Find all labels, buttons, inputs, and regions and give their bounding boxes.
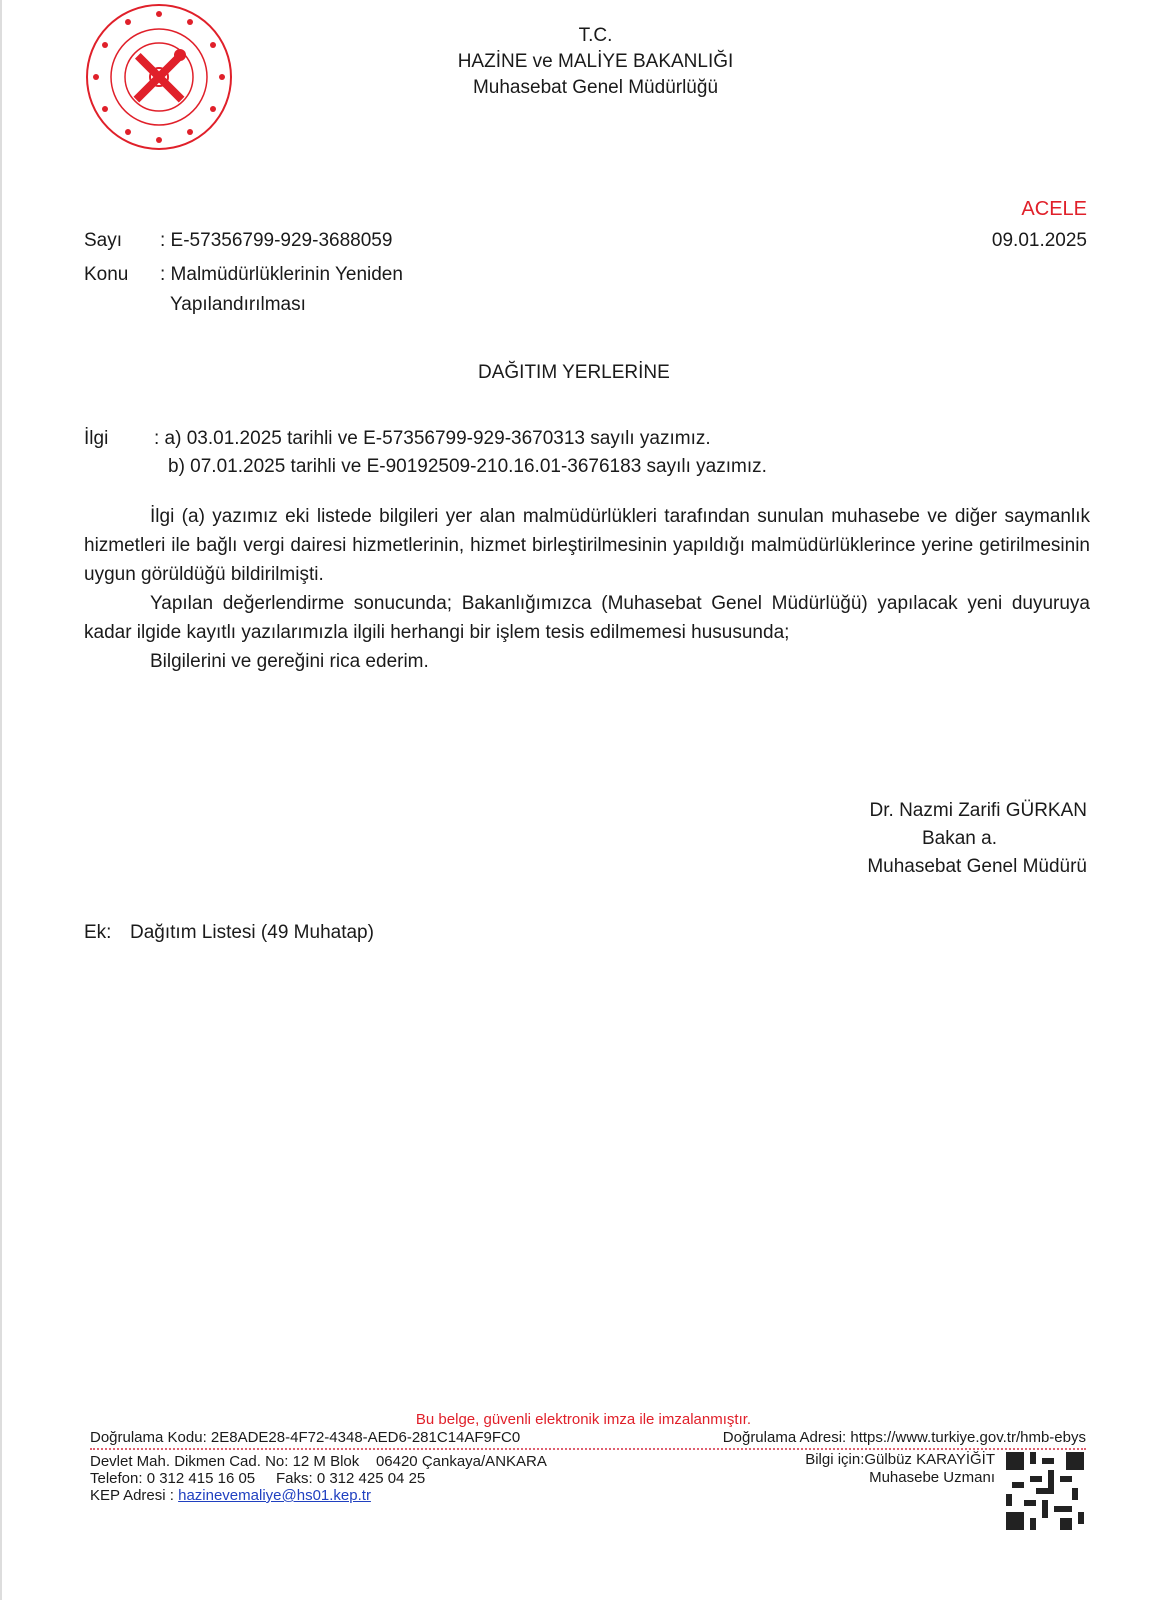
verification-line xyxy=(90,1430,1086,1450)
document-date: 09.01.2025 xyxy=(991,230,1087,251)
attachment-value: Dağıtım Listesi (49 Muhatap) xyxy=(130,922,374,943)
sayi-label: Sayı xyxy=(84,230,123,251)
verification-address[interactable]: Doğrulama Adresi: https://www.turkiye.gov.tr/hmb-ebys xyxy=(722,1429,1086,1446)
signer-title-2: Muhasebat Genel Müdürü xyxy=(867,856,1087,877)
ilgi-a: : a) 03.01.2025 tarihli ve E-57356799-929-3670313 sayılı yazımız. xyxy=(154,428,711,449)
info-contact-title: Muhasebe Uzmanı xyxy=(869,1469,995,1486)
ilgi-b: b) 07.01.2025 tarihli ve E-90192509-210.16.01-3676183 sayılı yazımız. xyxy=(168,456,767,477)
kep-line xyxy=(90,1488,371,1504)
sayi-value: : E-57356799-929-3688059 xyxy=(160,230,393,251)
postal-address: Devlet Mah. Dikmen Cad. No: 12 M Blok 06420 Çankaya/ANKARA xyxy=(90,1453,547,1470)
header-ministry: HAZİNE ve MALİYE BAKANLIĞI xyxy=(457,51,734,72)
body-paragraph-3: Bilgilerini ve gereğini rica ederim. xyxy=(150,651,429,672)
header-tc: T.C. xyxy=(578,25,613,46)
urgency-label: ACELE xyxy=(1021,198,1087,220)
body-paragraph-2: Yapılan değerlendirme sonucunda; Bakanlığımızca (Muhasebat Genel Müdürlüğü) yapılacak yeni duyuruya kadar ilgide kayıtlı yazılarımızla ilgili herhangi bir işlem tesis edilmemesi hususunda; xyxy=(84,593,1090,643)
info-contact: Bilgi için:Gülbüz KARAYİĞİT xyxy=(805,1451,995,1468)
signer-title-1: Bakan a. xyxy=(922,828,997,849)
header-department: Muhasebat Genel Müdürlüğü xyxy=(472,77,719,98)
konu-value: : Malmüdürlüklerinin Yeniden xyxy=(160,264,403,285)
attachment-label: Ek: xyxy=(84,922,112,943)
kep-address-link[interactable]: hazinevemaliye@hs01.kep.tr xyxy=(178,1487,371,1504)
konu-value-cont: Yapılandırılması xyxy=(170,294,306,315)
esign-notice: Bu belge, güvenli elektronik imza ile imzalanmıştır. xyxy=(415,1411,752,1428)
verification-code: Doğrulama Kodu: 2E8ADE28-4F72-4348-AED6-281C14AF9FC0 xyxy=(90,1429,521,1446)
signer-name: Dr. Nazmi Zarifi GÜRKAN xyxy=(869,800,1087,821)
body-paragraph-1: İlgi (a) yazımız eki listede bilgileri yer alan malmüdürlükleri tarafından sunulan muhasebe ve diğer saymanlık hizmetleri ile bağlı vergi dairesi hizmetlerinin, hizmet birleştirilmesinin yapıldığı malmüdürlüklerince yerine getirilmesinin uygun görüldüğü bildirilmişti. xyxy=(84,506,1090,585)
qr-code xyxy=(1006,1452,1084,1530)
phone-fax: Telefon: 0 312 415 16 05 Faks: 0 312 425 04 25 xyxy=(90,1470,426,1487)
ilgi-label: İlgi xyxy=(84,428,109,449)
recipient: DAĞITIM YERLERİNE xyxy=(478,362,670,383)
konu-label: Konu xyxy=(84,264,129,285)
kep-label: KEP Adresi : xyxy=(90,1487,179,1504)
